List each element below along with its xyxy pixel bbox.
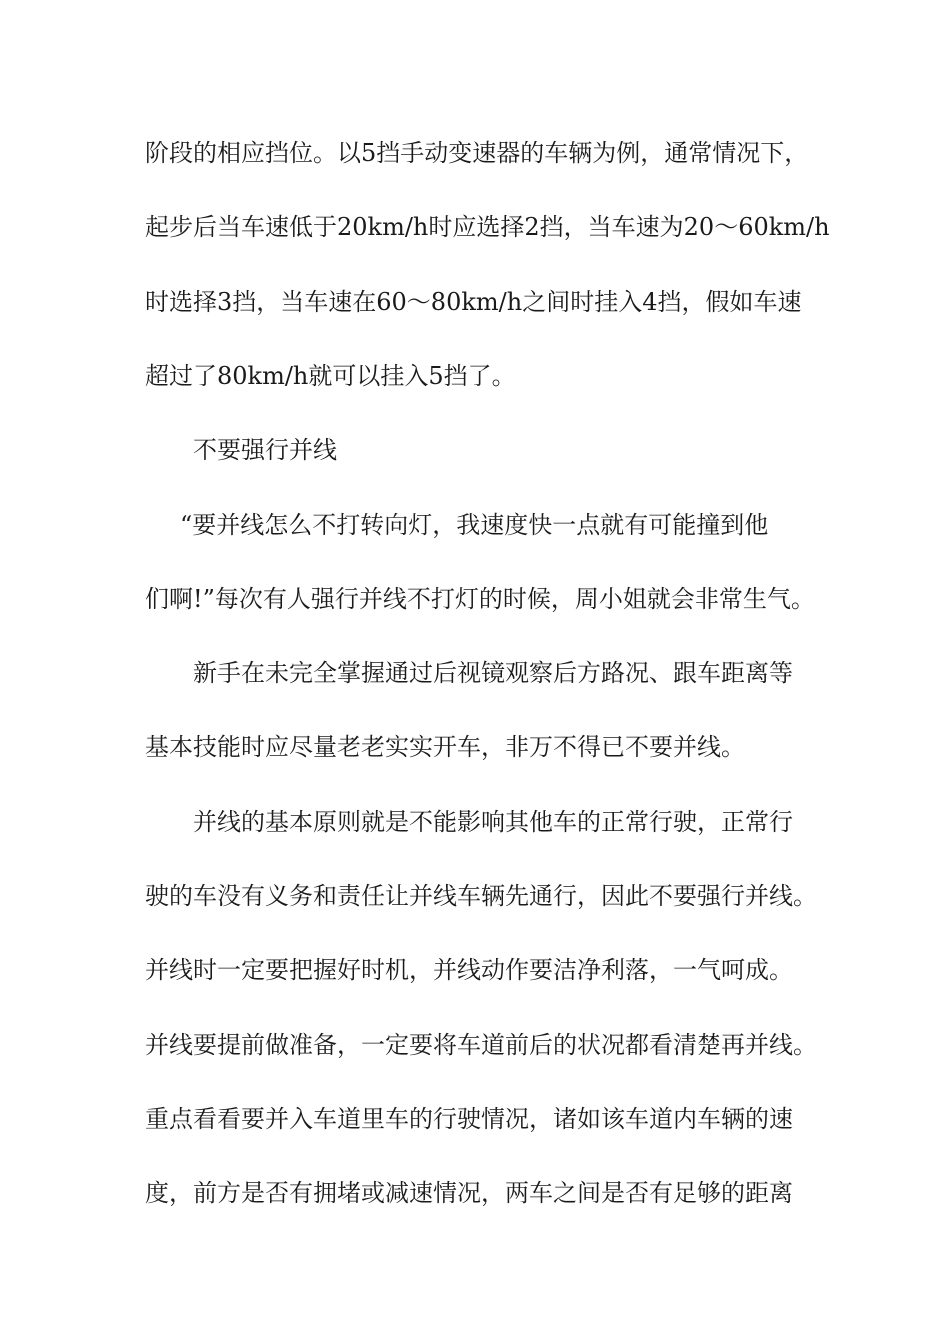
- section-heading: 不要强行并线: [193, 436, 337, 464]
- text-line: 并线的基本原则就是不能影响其他车的正常行驶，正常行: [193, 808, 793, 836]
- text-line: 时选择3挡，当车速在60～80km/h之间时挂入4挡，假如车速: [145, 288, 802, 316]
- text-line: “要并线怎么不打转向灯，我速度快一点就有可能撞到他: [180, 511, 769, 539]
- text-line: 起步后当车速低于20km/h时应选择2挡，当车速为20～60km/h: [145, 213, 830, 241]
- text-line: 们啊!”每次有人强行并线不打灯的时候，周小姐就会非常生气。: [145, 585, 815, 613]
- text-line: 新手在未完全掌握通过后视镜观察后方路况、跟车距离等: [193, 659, 793, 687]
- text-line: 度，前方是否有拥堵或减速情况，两车之间是否有足够的距离: [145, 1179, 793, 1207]
- text-line: 阶段的相应挡位。以5挡手动变速器的车辆为例，通常情况下，: [145, 139, 809, 167]
- text-line: 重点看看要并入车道里车的行驶情况，诸如该车道内车辆的速: [145, 1105, 793, 1133]
- text-line: 并线要提前做准备，一定要将车道前后的状况都看清楚再并线。: [145, 1031, 817, 1059]
- text-line: 驶的车没有义务和责任让并线车辆先通行，因此不要强行并线。: [145, 882, 817, 910]
- text-line: 并线时一定要把握好时机，并线动作要洁净利落，一气呵成。: [145, 956, 793, 984]
- text-line: 超过了80km/h就可以挂入5挡了。: [145, 362, 516, 390]
- text-line: 基本技能时应尽量老老实实开车，非万不得已不要并线。: [145, 733, 745, 761]
